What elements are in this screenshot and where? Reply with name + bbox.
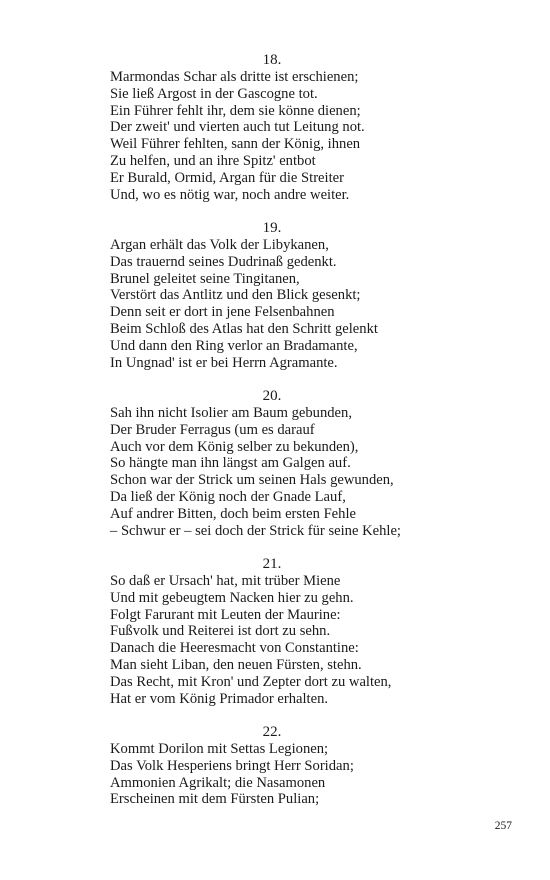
verse-line: Sah ihn nicht Isolier am Baum gebunden, <box>110 404 352 421</box>
verse-line: – Schwur er – sei doch der Strick für seine Kehle; <box>110 522 401 539</box>
verse-line: Fußvolk und Reiterei ist dort zu sehn. <box>110 623 331 640</box>
stanza-number: 19. <box>262 220 282 236</box>
verse-line: Und dann den Ring verlor an Bradamante, <box>110 337 358 354</box>
verse-line: Folgt Farurant mit Leuten der Maurine: <box>110 606 341 623</box>
verse-line: Das Recht, mit Kron' und Zepter dort zu walten, <box>110 673 392 690</box>
verse-line: Beim Schloß des Atlas hat den Schritt gelenkt <box>110 321 378 338</box>
verse-line: So hängte man ihn längst am Galgen auf. <box>110 455 351 472</box>
verse-line: So daß er Ursach' hat, mit trüber Miene <box>110 572 341 589</box>
verse-line: Das trauernd seines Dudrinaß gedenkt. <box>110 253 337 270</box>
verse-line: Der Bruder Ferragus (um es darauf <box>110 421 315 438</box>
verse-line: Schon war der Strick um seinen Hals gewunden, <box>110 472 394 489</box>
stanza-number: 22. <box>262 724 282 740</box>
verse-line: Sie ließ Argost in der Gascogne tot. <box>110 85 318 102</box>
verse-line: Zu helfen, und an ihre Spitz' entbot <box>110 153 316 170</box>
verse-line: Der zweit' und vierten auch tut Leitung not. <box>110 119 365 136</box>
verse-line: Auch vor dem König selber zu bekunden), <box>110 438 359 455</box>
stanza-number: 18. <box>262 52 282 68</box>
verse-line: Argan erhält das Volk der Libykanen, <box>110 236 329 253</box>
verse-line: Da ließ der König noch der Gnade Lauf, <box>110 489 346 506</box>
verse-line: Er Burald, Ormid, Argan für die Streiter <box>110 169 344 186</box>
stanza-21 <box>110 556 440 708</box>
stanza-20 <box>110 388 440 540</box>
verse-line: Marmondas Schar als dritte ist erschienen; <box>110 68 359 85</box>
verse-line: Das Volk Hesperiens bringt Herr Soridan; <box>110 757 354 774</box>
verse-line: Brunel geleitet seine Tingitanen, <box>110 270 300 287</box>
stanza-number: 21. <box>262 556 282 572</box>
verse-line: Auf andrer Bitten, doch beim ersten Fehle <box>110 505 356 522</box>
verse-line: Weil Führer fehlten, sann der König, ihnen <box>110 136 361 153</box>
verse-line: Erscheinen mit dem Fürsten Pulian; <box>110 791 320 808</box>
stanza-18 <box>110 52 440 204</box>
stanza-number: 20. <box>262 388 282 404</box>
verse-line: Verstört das Antlitz und den Blick gesenkt; <box>110 287 361 304</box>
verse-line: Danach die Heeresmacht von Constantine: <box>110 640 359 657</box>
verse-line: Denn seit er dort in jene Felsenbahnen <box>110 304 335 321</box>
stanza-19 <box>110 220 440 372</box>
stanza-22 <box>110 724 440 808</box>
page-number: 257 <box>494 820 512 832</box>
verse-line: Und mit gebeugtem Nacken hier zu gehn. <box>110 589 354 606</box>
verse-line: Man sieht Liban, den neuen Fürsten, stehn. <box>110 657 362 674</box>
verse-line: Ammonien Agrikalt; die Nasamonen <box>110 774 326 791</box>
verse-line: In Ungnad' ist er bei Herrn Agramante. <box>110 354 338 371</box>
verse-line: Kommt Dorilon mit Settas Legionen; <box>110 740 329 757</box>
verse-line: Hat er vom König Primador erhalten. <box>110 690 329 707</box>
verse-line: Und, wo es nötig war, noch andre weiter. <box>110 186 350 203</box>
verse-line: Ein Führer fehlt ihr, dem sie könne dienen; <box>110 102 361 119</box>
